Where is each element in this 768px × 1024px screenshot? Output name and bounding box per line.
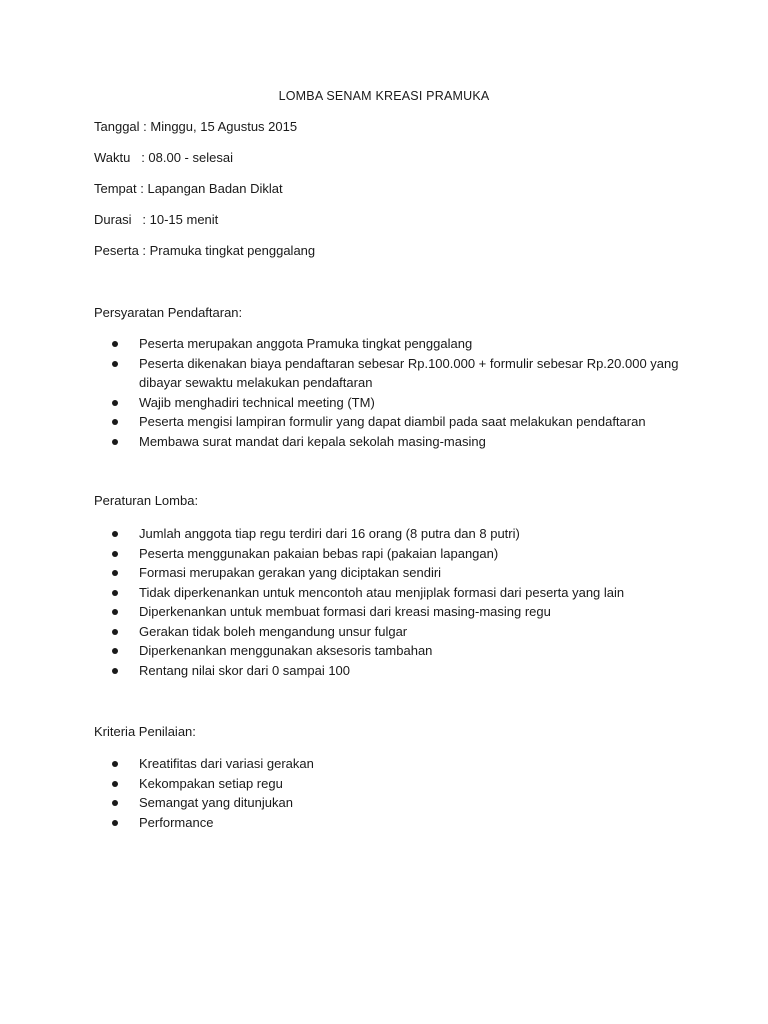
list-item-text: Peserta dikenakan biaya pendaftaran sebesar Rp.100.000 + formulir sebesar Rp.20.000 yang dibayar sewaktu melakukan pendaftaran [139, 355, 679, 390]
list-item [112, 412, 692, 432]
list-item-text: Wajib menghadiri technical meeting (TM) [139, 394, 375, 410]
list-item [112, 661, 692, 681]
list-item-text: Formasi merupakan gerakan yang diciptakan sendiri [139, 565, 442, 580]
list-item [112, 602, 692, 622]
list-item [112, 793, 692, 813]
info-peserta: Peserta : Pramuka tingkat penggalang [94, 243, 316, 258]
bullet-icon [112, 419, 118, 425]
list-item [112, 641, 692, 661]
list-item-text: Kekompakan setiap regu [139, 775, 283, 791]
bullet-icon [112, 570, 118, 576]
list-item-text: Membawa surat mandat dari kepala sekolah masing-masing [139, 433, 486, 449]
kriteria-heading: Kriteria Penilaian: [94, 724, 196, 739]
bullet-icon [112, 609, 118, 615]
list-item [112, 334, 692, 354]
persyaratan-heading: Persyaratan Pendaftaran: [94, 305, 243, 320]
peraturan-list [112, 524, 692, 680]
list-item [112, 432, 692, 452]
bullet-icon [112, 361, 118, 367]
bullet-icon [112, 341, 118, 347]
bullet-icon [112, 531, 118, 537]
list-item-text: Gerakan tidak boleh mengandung unsur fulgar [139, 623, 408, 639]
list-item-text: Tidak diperkenankan untuk mencontoh atau menjiplak formasi dari peserta yang lain [139, 584, 625, 600]
list-item-text: Performance [139, 814, 214, 830]
list-item-text: Peserta mengisi lampiran formulir yang dapat diambil pada saat melakukan pendaftaran [139, 414, 646, 429]
list-item-text: Peserta menggunakan pakaian bebas rapi (pakaian lapangan) [139, 545, 499, 561]
info-tempat: Tempat : Lapangan Badan Diklat [94, 181, 283, 196]
bullet-icon [112, 400, 118, 406]
list-item [112, 754, 692, 774]
bullet-icon [112, 629, 118, 635]
list-item [112, 813, 692, 833]
kriteria-list [112, 754, 692, 832]
info-waktu: Waktu : 08.00 - selesai [94, 150, 233, 165]
list-item [112, 622, 692, 642]
bullet-icon [112, 648, 118, 654]
bullet-icon [112, 820, 118, 826]
persyaratan-list [112, 334, 692, 451]
list-item-text: Semangat yang ditunjukan [139, 795, 293, 810]
list-item [112, 354, 692, 393]
list-item-text: Jumlah anggota tiap regu terdiri dari 16 orang (8 putra dan 8 putri) [139, 526, 520, 541]
bullet-icon [112, 761, 118, 767]
bullet-icon [112, 439, 118, 445]
peraturan-heading: Peraturan Lomba: [94, 493, 199, 508]
list-item-text: Kreatifitas dari variasi gerakan [139, 756, 314, 771]
list-item [112, 774, 692, 794]
list-item [112, 583, 692, 603]
bullet-icon [112, 800, 118, 806]
bullet-icon [112, 590, 118, 596]
bullet-icon [112, 668, 118, 674]
bullet-icon [112, 781, 118, 787]
list-item-text: Diperkenankan untuk membuat formasi dari kreasi masing-masing regu [139, 604, 551, 619]
bullet-icon [112, 551, 118, 557]
list-item-text: Rentang nilai skor dari 0 sampai 100 [139, 662, 351, 678]
list-item [112, 393, 692, 413]
list-item [112, 563, 692, 583]
document-title: LOMBA SENAM KREASI PRAMUKA [278, 89, 490, 103]
list-item-text: Peserta merupakan anggota Pramuka tingkat penggalang [139, 336, 473, 351]
list-item-text: Diperkenankan menggunakan aksesoris tambahan [139, 643, 433, 658]
info-durasi: Durasi : 10-15 menit [94, 212, 219, 227]
list-item [112, 524, 692, 544]
list-item [112, 544, 692, 564]
info-tanggal: Tanggal : Minggu, 15 Agustus 2015 [94, 119, 298, 134]
